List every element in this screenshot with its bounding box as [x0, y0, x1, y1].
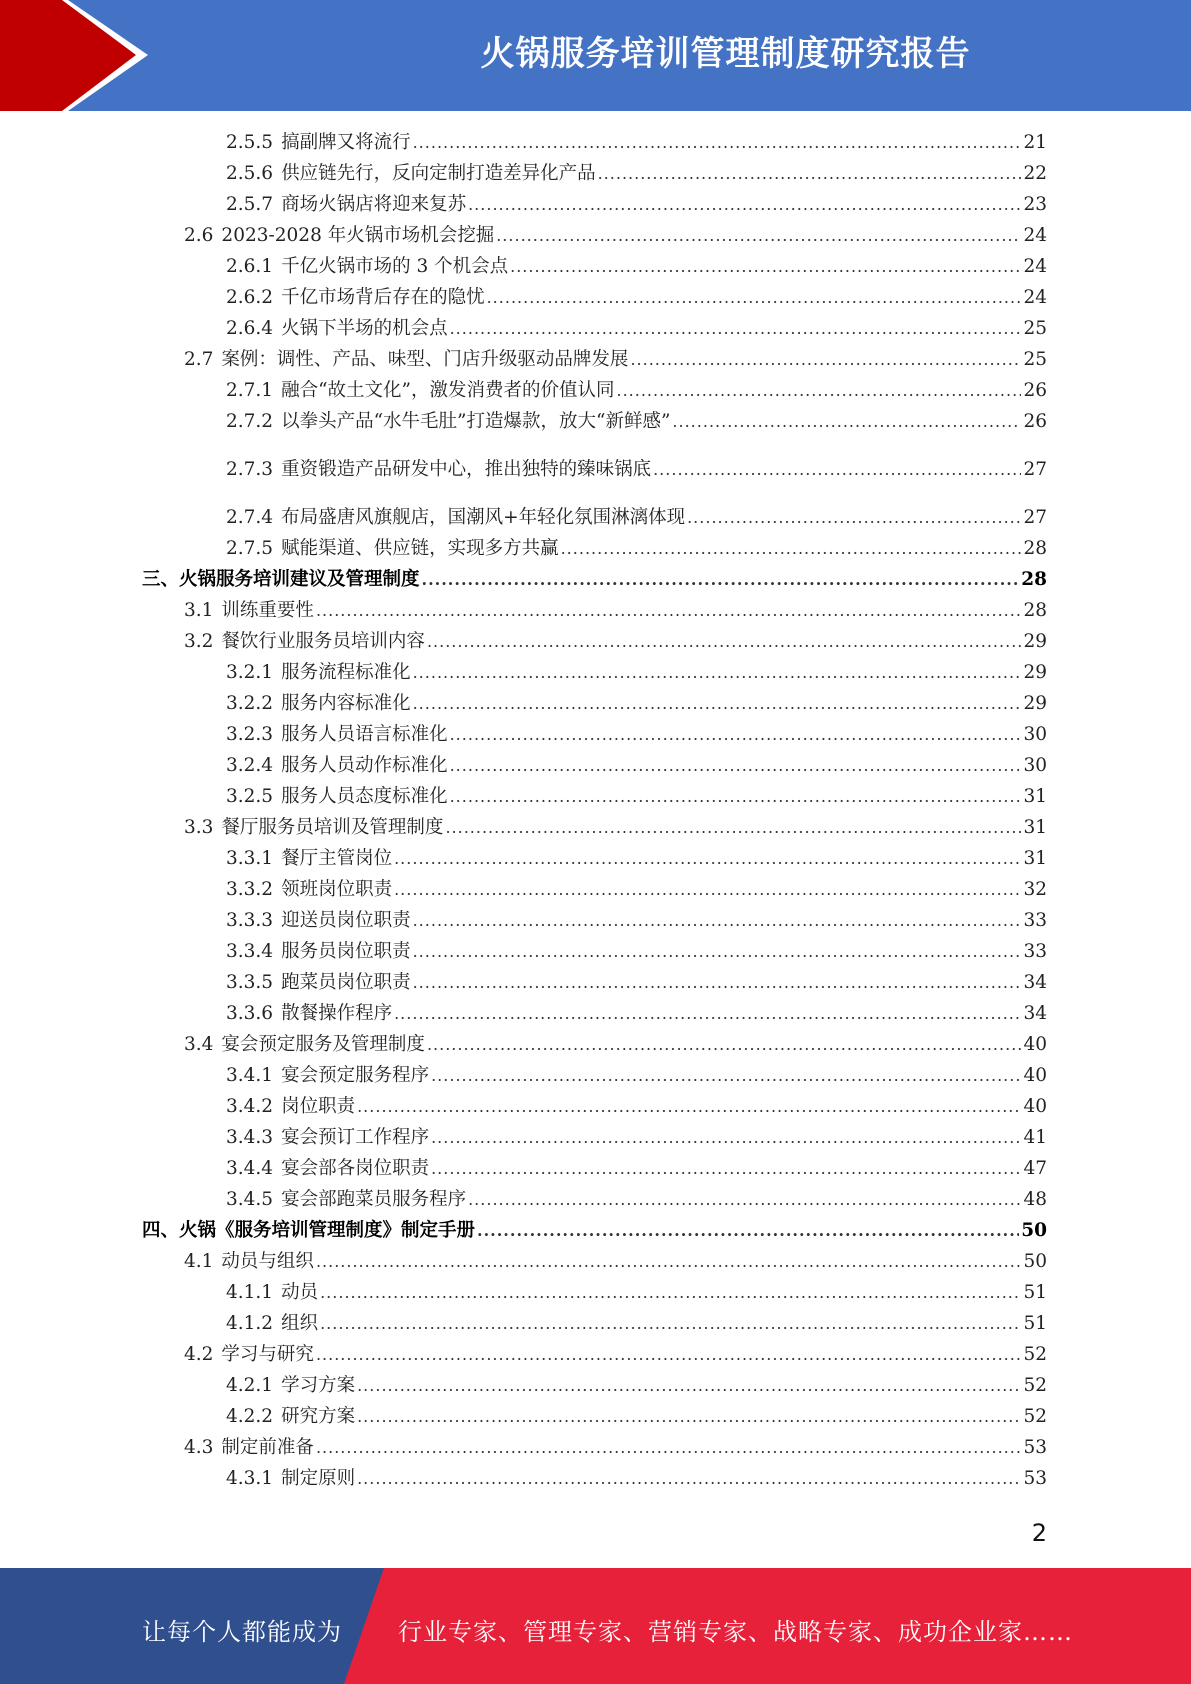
toc-entry-title: 制定前准备 [221, 1437, 314, 1458]
toc-entry-title: 岗位职责 [281, 1096, 356, 1117]
toc-entry-title: 动员 [281, 1282, 319, 1303]
toc-leader-dots [468, 1190, 1021, 1209]
toc-entry-page: 25 [1023, 318, 1047, 339]
toc-leader-dots [316, 1345, 1022, 1364]
toc-leader-dots [450, 725, 1022, 744]
toc-entry-page: 41 [1023, 1127, 1047, 1148]
toc-leader-dots [413, 133, 1022, 152]
toc-entry-title: 宴会预订工作程序 [281, 1127, 430, 1148]
toc-entry-number: 3.3.4 [226, 941, 274, 962]
toc-entry-page: 40 [1023, 1096, 1047, 1117]
toc-entry[interactable] [226, 782, 1047, 812]
toc-leader-dots [427, 632, 1022, 651]
toc-entry-title: 训练重要性 [221, 600, 314, 621]
page-number: 2 [1031, 1519, 1047, 1547]
toc-entry[interactable] [226, 534, 1047, 564]
toc-entry-page: 28 [1021, 569, 1047, 590]
toc-leader-dots [450, 319, 1022, 338]
toc-entry-number: 2.7.5 [226, 538, 274, 559]
toc-entry[interactable] [184, 813, 1047, 843]
toc-entry[interactable] [226, 658, 1047, 688]
toc-leader-dots [394, 1004, 1021, 1023]
toc-entry[interactable] [184, 1433, 1047, 1463]
toc-entry[interactable] [226, 407, 1047, 437]
toc-entry-page: 30 [1023, 724, 1047, 745]
toc-entry-title: 搞副牌又将流行 [281, 132, 411, 153]
toc-entry-page: 48 [1023, 1189, 1047, 1210]
toc-entry-title: 火锅下半场的机会点 [281, 318, 448, 339]
toc-entry-title: 宴会预定服务程序 [281, 1065, 430, 1086]
toc-entry-number: 4.2.1 [226, 1375, 274, 1396]
toc-entry-page: 28 [1023, 538, 1047, 559]
toc-entry[interactable] [226, 937, 1047, 967]
toc-entry-page: 53 [1023, 1468, 1047, 1489]
toc-entry-number: 3.1 [184, 600, 214, 621]
toc-leader-dots [357, 1469, 1021, 1488]
toc-entry-title: 重资锻造产品研发中心，推出独特的臻味锅底 [281, 459, 652, 480]
toc-entry[interactable] [226, 1092, 1047, 1122]
toc-entry[interactable] [226, 252, 1047, 282]
toc-leader-dots [413, 911, 1022, 930]
toc-entry[interactable] [226, 968, 1047, 998]
toc-entry-title: 以拳头产品“水牛毛肚”打造爆款，放大“新鲜感” [281, 411, 671, 432]
toc-entry-title: 服务员岗位职责 [281, 941, 411, 962]
toc-entry-title: 宴会部跑菜员服务程序 [281, 1189, 467, 1210]
toc-entry-page: 47 [1023, 1158, 1047, 1179]
toc-entry-page: 27 [1023, 507, 1047, 528]
toc-entry-title: 千亿市场背后存在的隐忧 [281, 287, 485, 308]
toc-entry-number: 2.6.2 [226, 287, 274, 308]
footer-slogan-left: 让每个人都能成为 [142, 1618, 342, 1646]
toc-entry-number: 4.2 [184, 1344, 214, 1365]
toc-entry-number: 3.4.1 [226, 1065, 274, 1086]
toc-entry[interactable] [226, 844, 1047, 874]
toc-leader-dots [357, 1376, 1021, 1395]
toc-entry[interactable] [226, 720, 1047, 750]
toc-leader-dots [357, 1407, 1021, 1426]
toc-entry-page: 31 [1023, 817, 1047, 838]
toc-leader-dots [394, 849, 1021, 868]
toc-entry-page: 32 [1023, 879, 1047, 900]
toc-entry-number: 2.7.2 [226, 411, 274, 432]
toc-entry-page: 34 [1023, 972, 1047, 993]
toc-entry[interactable] [226, 875, 1047, 905]
toc-entry-number: 4.3.1 [226, 1468, 274, 1489]
toc-entry-page: 33 [1023, 910, 1047, 931]
toc-entry-page: 31 [1023, 786, 1047, 807]
toc-leader-dots [413, 694, 1022, 713]
toc-entry-page: 40 [1023, 1065, 1047, 1086]
toc-entry[interactable] [226, 999, 1047, 1029]
toc-entry-title: 服务人员态度标准化 [281, 786, 448, 807]
document-title: 火锅服务培训管理制度研究报告 [480, 34, 971, 74]
toc-entry-page: 24 [1023, 225, 1047, 246]
toc-entry-page: 28 [1023, 600, 1047, 621]
header-arrow-icon [0, 0, 160, 111]
toc-entry-title: 餐厅主管岗位 [281, 848, 393, 869]
toc-entry-title: 案例：调性、产品、味型、门店升级驱动品牌发展 [221, 349, 629, 370]
toc-entry-page: 52 [1023, 1344, 1047, 1365]
toc-entry[interactable] [226, 190, 1047, 220]
toc-leader-dots [431, 1159, 1021, 1178]
toc-leader-dots [445, 818, 1021, 837]
toc-entry-title: 服务人员动作标准化 [281, 755, 448, 776]
toc-entry[interactable] [226, 1371, 1047, 1401]
toc-leader-dots [431, 1128, 1021, 1147]
toc-leader-dots [413, 663, 1022, 682]
toc-leader-dots [422, 570, 1020, 589]
toc-entry-number: 3.4.5 [226, 1189, 274, 1210]
toc-entry-page: 27 [1023, 459, 1047, 480]
toc-entry-number: 2.7.1 [226, 380, 274, 401]
toc-leader-dots [413, 973, 1022, 992]
toc-entry-page: 26 [1023, 411, 1047, 432]
toc-entry-page: 24 [1023, 287, 1047, 308]
toc-leader-dots [431, 1066, 1021, 1085]
toc-entry-page: 29 [1023, 662, 1047, 683]
toc-entry-page: 50 [1021, 1220, 1047, 1241]
toc-leader-dots [630, 350, 1021, 369]
toc-entry-page: 23 [1023, 194, 1047, 215]
toc-entry-title: 商场火锅店将迎来复苏 [281, 194, 467, 215]
toc-entry-page: 24 [1023, 256, 1047, 277]
toc-entry[interactable] [226, 455, 1047, 485]
toc-entry[interactable] [226, 376, 1047, 406]
toc-entry-title: 四、火锅《服务培训管理制度》制定手册 [142, 1220, 476, 1241]
toc-entry-number: 4.2.2 [226, 1406, 274, 1427]
toc-entry-number: 3.4 [184, 1034, 214, 1055]
toc-leader-dots [320, 1283, 1021, 1302]
toc-leader-dots [672, 412, 1021, 431]
toc-entry-number: 3.3.3 [226, 910, 274, 931]
toc-entry-title: 服务人员语言标准化 [281, 724, 448, 745]
toc-entry-title: 领班岗位职责 [281, 879, 393, 900]
toc-entry-title: 宴会部各岗位职责 [281, 1158, 430, 1179]
page-header [0, 0, 1191, 111]
toc-entry[interactable] [184, 1030, 1047, 1060]
toc-entry[interactable] [226, 283, 1047, 313]
toc-leader-dots [316, 1252, 1022, 1271]
toc-entry-number: 4.1.2 [226, 1313, 274, 1334]
toc-leader-dots [427, 1035, 1022, 1054]
toc-entry-title: 散餐操作程序 [281, 1003, 393, 1024]
toc-entry-title: 融合“故土文化”，激发消费者的价值认同 [281, 380, 615, 401]
toc-entry-page: 31 [1023, 848, 1047, 869]
toc-leader-dots [496, 226, 1021, 245]
toc-entry-number: 3.2 [184, 631, 214, 652]
toc-leader-dots [477, 1221, 1019, 1240]
toc-leader-dots [653, 460, 1021, 479]
toc-entry-title: 组织 [281, 1313, 319, 1334]
toc-entry[interactable] [226, 1123, 1047, 1153]
toc-leader-dots [316, 601, 1022, 620]
toc-entry-title: 制定原则 [281, 1468, 356, 1489]
toc-entry-title: 赋能渠道、供应链，实现多方共赢 [281, 538, 559, 559]
toc-entry-title: 宴会预定服务及管理制度 [221, 1034, 425, 1055]
toc-entry[interactable] [226, 503, 1047, 533]
toc-entry[interactable] [184, 345, 1047, 375]
toc-entry-title: 2023-2028 年火锅市场机会挖掘 [221, 225, 495, 246]
toc-leader-dots [316, 1438, 1022, 1457]
toc-entry-page: 50 [1023, 1251, 1047, 1272]
toc-entry-number: 2.6.1 [226, 256, 274, 277]
toc-entry-number: 3.4.4 [226, 1158, 274, 1179]
toc-entry-title: 供应链先行，反向定制打造差异化产品 [281, 163, 596, 184]
page-footer [0, 1568, 1191, 1684]
toc-entry-page: 21 [1023, 132, 1047, 153]
toc-entry-page: 52 [1023, 1406, 1047, 1427]
toc-entry-title: 布局盛唐风旗舰店，国潮风+年轻化氛围淋漓体现 [281, 507, 686, 528]
toc-entry-number: 3.2.1 [226, 662, 274, 683]
toc-entry-number: 3.2.5 [226, 786, 274, 807]
toc-entry[interactable] [226, 314, 1047, 344]
footer-slogan-right: 行业专家、管理专家、营销专家、战略专家、成功企业家…… [398, 1618, 1073, 1646]
toc-leader-dots [617, 381, 1022, 400]
toc-entry-number: 3.4.2 [226, 1096, 274, 1117]
toc-entry[interactable] [142, 565, 1047, 595]
toc-entry[interactable] [184, 221, 1047, 251]
toc-entry-page: 22 [1023, 163, 1047, 184]
toc-entry-title: 学习与研究 [221, 1344, 314, 1365]
toc-entry-number: 4.1 [184, 1251, 214, 1272]
toc-entry-title: 研究方案 [281, 1406, 356, 1427]
toc-entry-number: 3.2.3 [226, 724, 274, 745]
toc-entry[interactable] [226, 1154, 1047, 1184]
toc-entry[interactable] [184, 1340, 1047, 1370]
toc-entry[interactable] [184, 627, 1047, 657]
toc-entry[interactable] [226, 1061, 1047, 1091]
toc-entry-number: 2.6 [184, 225, 214, 246]
toc-entry-number: 3.4.3 [226, 1127, 274, 1148]
toc-entry-title: 三、火锅服务培训建议及管理制度 [142, 569, 420, 590]
toc-entry-page: 53 [1023, 1437, 1047, 1458]
toc-entry-number: 2.7 [184, 349, 214, 370]
toc-entry-number: 2.5.7 [226, 194, 274, 215]
toc-entry-page: 52 [1023, 1375, 1047, 1396]
toc-leader-dots [687, 508, 1021, 527]
toc-entry-number: 3.3 [184, 817, 214, 838]
toc-entry-title: 服务流程标准化 [281, 662, 411, 683]
toc-entry[interactable] [142, 1216, 1047, 1246]
toc-leader-dots [450, 756, 1022, 775]
toc-entry-number: 4.1.1 [226, 1282, 274, 1303]
toc-entry-number: 2.5.6 [226, 163, 274, 184]
toc-entry-number: 3.2.4 [226, 755, 274, 776]
toc-leader-dots [450, 787, 1022, 806]
toc-entry[interactable] [226, 1278, 1047, 1308]
toc-leader-dots [413, 942, 1022, 961]
toc-entry[interactable] [226, 906, 1047, 936]
toc-leader-dots [487, 288, 1022, 307]
toc-leader-dots [598, 164, 1022, 183]
toc-entry-page: 51 [1023, 1313, 1047, 1334]
toc-entry[interactable] [184, 1247, 1047, 1277]
toc-entry-page: 26 [1023, 380, 1047, 401]
toc-entry-number: 2.7.3 [226, 459, 274, 480]
toc-entry-number: 2.6.4 [226, 318, 274, 339]
toc-entry-number: 3.3.1 [226, 848, 274, 869]
toc-entry-page: 34 [1023, 1003, 1047, 1024]
toc-entry-number: 3.3.6 [226, 1003, 274, 1024]
toc-entry[interactable] [226, 159, 1047, 189]
toc-entry[interactable] [226, 751, 1047, 781]
toc-entry[interactable] [226, 1402, 1047, 1432]
toc-entry[interactable] [226, 1464, 1047, 1494]
toc-entry-title: 迎送员岗位职责 [281, 910, 411, 931]
toc-entry-number: 3.3.2 [226, 879, 274, 900]
toc-entry-number: 3.3.5 [226, 972, 274, 993]
toc-entry-number: 4.3 [184, 1437, 214, 1458]
toc-leader-dots [510, 257, 1021, 276]
toc-entry-number: 2.5.5 [226, 132, 274, 153]
toc-entry[interactable] [226, 1185, 1047, 1215]
toc-entry-page: 25 [1023, 349, 1047, 370]
toc-leader-dots [357, 1097, 1021, 1116]
toc-entry-title: 千亿火锅市场的 3 个机会点 [281, 256, 509, 277]
toc-entry-title: 动员与组织 [221, 1251, 314, 1272]
toc-entry-title: 跑菜员岗位职责 [281, 972, 411, 993]
toc-entry-number: 3.2.2 [226, 693, 274, 714]
toc-entry[interactable] [226, 689, 1047, 719]
toc-leader-dots [468, 195, 1021, 214]
toc-entry-title: 服务内容标准化 [281, 693, 411, 714]
toc-entry[interactable] [226, 128, 1047, 158]
toc-entry-page: 30 [1023, 755, 1047, 776]
toc-leader-dots [320, 1314, 1021, 1333]
toc-entry-page: 29 [1023, 693, 1047, 714]
toc-entry-page: 33 [1023, 941, 1047, 962]
toc-entry[interactable] [184, 596, 1047, 626]
toc-leader-dots [561, 539, 1022, 558]
toc-entry-number: 2.7.4 [226, 507, 274, 528]
toc-entry-title: 学习方案 [281, 1375, 356, 1396]
toc-entry-page: 51 [1023, 1282, 1047, 1303]
toc-leader-dots [394, 880, 1021, 899]
toc-entry-title: 餐厅服务员培训及管理制度 [221, 817, 444, 838]
toc-entry-title: 餐饮行业服务员培训内容 [221, 631, 425, 652]
toc-entry-page: 29 [1023, 631, 1047, 652]
toc-entry-page: 40 [1023, 1034, 1047, 1055]
toc-entry[interactable] [226, 1309, 1047, 1339]
